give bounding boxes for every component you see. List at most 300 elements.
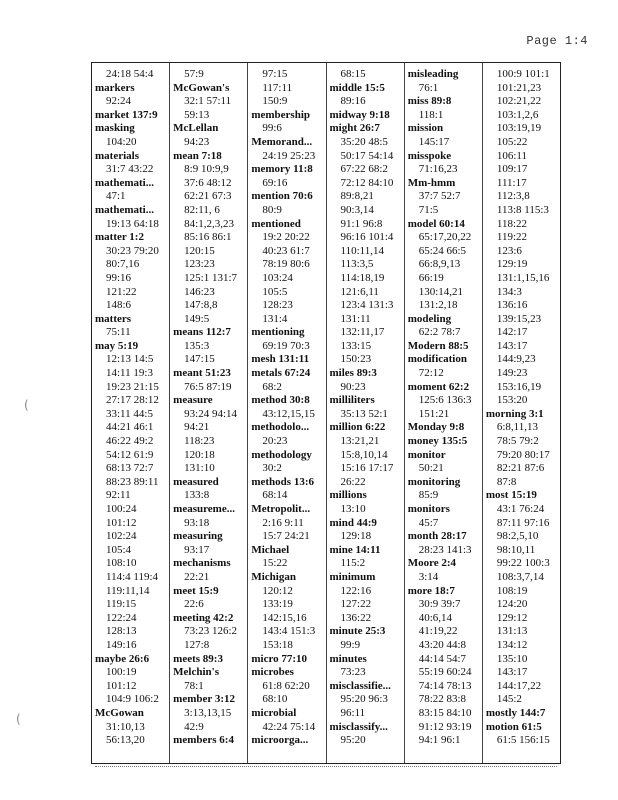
index-reference: 6:8,11,13 (496, 421, 539, 434)
index-reference: 151:21 (418, 407, 450, 420)
index-reference: 30:23 79:20 (106, 244, 159, 257)
index-reference: 110:11,14 (340, 244, 385, 257)
index-term: Memorand... (251, 135, 313, 148)
index-reference: 93:18 (184, 516, 210, 529)
index-reference: 119:15 (106, 598, 137, 611)
index-reference: 47:1 (106, 190, 126, 203)
index-reference: 149:5 (184, 312, 210, 325)
index-reference: 139:15,23 (496, 312, 542, 325)
index-reference: 144:9,23 (496, 353, 536, 366)
index-reference: 103:19,19 (496, 122, 542, 135)
index-term: midway 9:18 (329, 108, 390, 121)
index-reference: 153:16,19 (496, 380, 542, 393)
index-reference: 44:21 46:1 (106, 421, 154, 434)
index-reference: 85:16 86:1 (184, 231, 232, 244)
index-term: masking (95, 122, 135, 135)
index-reference: 13:21,21 (340, 435, 380, 448)
index-reference: 123:23 (184, 258, 215, 271)
index-reference: 145:17 (418, 135, 450, 148)
index-reference: 112:3,8 (496, 190, 530, 203)
index-reference: 101:12 (106, 516, 137, 529)
index-reference: 130:14,21 (418, 285, 463, 298)
index-term: maybe 26:6 (95, 652, 150, 665)
index-reference: 120:12 (262, 584, 293, 597)
index-reference: 82:11, 6 (184, 203, 220, 216)
index-reference: 22:21 (184, 570, 210, 583)
index-reference: 45:7 (418, 516, 439, 529)
index-term: morning 3:1 (485, 407, 544, 420)
index-term: methods 13:6 (251, 475, 314, 488)
index-reference: 131:11 (340, 312, 371, 325)
index-reference: 72:12 (418, 367, 444, 380)
index-reference: 134:3 (496, 285, 522, 298)
index-term: miss 89:8 (407, 95, 452, 108)
index-reference: 24:19 25:23 (262, 149, 316, 162)
index-reference: 12:13 14:5 (106, 353, 154, 366)
index-reference: 142:15,16 (262, 611, 307, 624)
index-reference: 133:8 (184, 489, 210, 502)
index-term: methodology (251, 448, 312, 461)
index-reference: 68:15 (340, 68, 366, 80)
index-term: meet 15:9 (173, 584, 219, 597)
index-reference: 76:1 (418, 81, 439, 94)
index-reference: 145:2 (496, 693, 522, 706)
index-reference: 105:4 (106, 543, 132, 556)
index-reference: 69:16 (262, 176, 288, 189)
index-reference: 135:10 (496, 652, 528, 665)
index-reference: 31:7 43:22 (106, 163, 154, 176)
index-reference: 113:3,5 (340, 258, 374, 271)
scan-mark-icon: ( (16, 712, 21, 726)
index-term: monitors (407, 503, 450, 515)
index-reference: 40:23 61:7 (262, 244, 310, 257)
index-reference: 78:19 80:6 (262, 258, 310, 271)
index-reference: 59:13 (184, 108, 210, 121)
index-reference: 72:12 84:10 (340, 176, 394, 189)
index-reference: 95:20 96:3 (340, 693, 388, 706)
index-reference: 13:10 (340, 503, 366, 515)
index-term: Melchin's (173, 666, 220, 679)
index-reference: 108:19 (496, 584, 528, 597)
index-reference: 79:20 80:17 (496, 448, 550, 461)
page-number: Page 1:4 (526, 34, 588, 48)
index-reference: 66:19 (418, 271, 444, 284)
index-reference: 68:13 72:7 (106, 462, 154, 475)
index-reference: 46:22 49:2 (106, 435, 154, 448)
index-reference: 74:14 78:13 (418, 679, 472, 692)
index-reference: 102:24 (106, 530, 137, 543)
index-column (483, 63, 560, 763)
index-reference: 97:15 (262, 68, 288, 80)
index-reference: 131:4 (262, 312, 288, 325)
index-reference: 80:9 (262, 203, 282, 216)
index-reference: 153:18 (262, 638, 293, 651)
index-reference: 27:17 28:12 (106, 394, 159, 407)
index-term: microbial (251, 706, 297, 719)
index-reference: 105:5 (262, 285, 288, 298)
index-term: misclassifie... (329, 679, 391, 692)
index-term: Michigan (251, 570, 296, 583)
index-term: mechanisms (173, 557, 231, 570)
index-reference: 69:19 70:3 (262, 339, 310, 352)
index-term: memory 11:8 (251, 163, 313, 176)
index-reference: 147:15 (184, 353, 215, 366)
index-reference: 68:10 (262, 693, 288, 706)
index-term: moment 62:2 (407, 380, 470, 393)
index-reference: 120:18 (184, 448, 215, 461)
index-term: mine 14:11 (329, 543, 381, 556)
index-reference: 101:21,23 (496, 81, 542, 94)
index-reference: 100:9 101:1 (496, 68, 550, 80)
index-reference: 100:19 (106, 666, 137, 679)
index-reference: 88:23 89:11 (106, 475, 159, 488)
index-reference: 42:9 (184, 720, 204, 733)
index-reference: 67:22 68:2 (340, 163, 388, 176)
index-reference: 104:9 106:2 (106, 693, 159, 706)
index-reference: 43:12,15,15 (262, 407, 315, 420)
index-term: modification (407, 353, 467, 366)
index-reference: 129:12 (496, 611, 528, 624)
index-reference: 99:9 (340, 638, 361, 651)
index-term: mission (407, 122, 444, 135)
index-reference: 62:2 78:7 (418, 326, 461, 339)
index-term: meeting 42:2 (173, 611, 234, 624)
index-reference: 124:20 (496, 598, 528, 611)
index-reference: 50:21 (418, 462, 444, 475)
index-reference: 98:10,11 (496, 543, 536, 556)
index-reference: 95:20 (340, 734, 366, 747)
index-reference: 57:9 (184, 68, 204, 80)
index-reference: 144:17,22 (496, 679, 542, 692)
index-reference: 101:12 (106, 679, 137, 692)
index-reference: 85:9 (418, 489, 439, 502)
index-term: mostly 144:7 (485, 706, 546, 719)
index-term: milliliters (329, 394, 375, 407)
index-reference: 114:18,19 (340, 271, 385, 284)
index-column (92, 63, 170, 763)
index-reference: 35:20 48:5 (340, 135, 388, 148)
index-reference: 2:16 9:11 (262, 516, 304, 529)
index-term: member 3:12 (173, 693, 235, 706)
index-reference: 96:11 (340, 706, 366, 719)
index-term: Metropolit... (251, 503, 311, 515)
index-reference: 56:13,20 (106, 734, 145, 747)
index-reference: 90:23 (340, 380, 366, 393)
index-reference: 99:22 100:3 (496, 557, 550, 570)
index-reference: 65:17,20,22 (418, 231, 472, 244)
index-reference: 146:23 (184, 285, 215, 298)
index-reference: 61:5 156:15 (496, 734, 550, 747)
index-reference: 83:15 84:10 (418, 706, 472, 719)
index-reference: 133:19 (262, 598, 293, 611)
index-reference: 66:8,9,13 (418, 258, 461, 271)
index-reference: 131:10 (184, 462, 215, 475)
index-reference: 142:17 (496, 326, 528, 339)
index-reference: 117:11 (262, 81, 293, 94)
index-reference: 14:11 19:3 (106, 367, 153, 380)
index-term: measured (173, 475, 219, 488)
index-term: most 15:19 (485, 489, 537, 502)
index-reference: 15:8,10,14 (340, 448, 388, 461)
index-term: minutes (329, 652, 367, 665)
index-reference: 143:17 (496, 666, 528, 679)
index-reference: 153:20 (496, 394, 528, 407)
index-term: model 60:14 (407, 217, 465, 230)
index-reference: 35:13 52:1 (340, 407, 388, 420)
index-reference: 103:1,2,6 (496, 108, 539, 121)
index-reference: 135:3 (184, 339, 210, 352)
index-reference: 50:17 54:14 (340, 149, 394, 162)
index-reference: 15:16 17:17 (340, 462, 394, 475)
index-reference: 68:2 (262, 380, 282, 393)
index-reference: 129:19 (496, 258, 528, 271)
index-reference: 148:6 (106, 299, 132, 312)
index-reference: 78:1 (184, 679, 204, 692)
index-reference: 32:1 57:11 (184, 95, 232, 108)
index-reference: 40:6,14 (418, 611, 452, 624)
index-term: measureme... (173, 503, 235, 515)
index-reference: 98:2,5,10 (496, 530, 539, 543)
index-reference: 94:1 96:1 (418, 734, 461, 747)
index-reference: 115:2 (340, 557, 366, 570)
index-term: mean 7:18 (173, 149, 222, 162)
index-reference: 43:20 44:8 (418, 638, 467, 651)
index-reference: 100:24 (106, 503, 137, 515)
index-column (170, 63, 248, 763)
index-reference: 92:24 (106, 95, 132, 108)
index-reference: 136:22 (340, 611, 372, 624)
index-term: motion 61:5 (485, 720, 542, 733)
index-term: Modern 88:5 (407, 339, 469, 352)
index-term: matter 1:2 (95, 231, 144, 244)
index-reference: 122:16 (340, 584, 372, 597)
index-reference: 24:18 54:4 (106, 68, 154, 80)
scan-mark-icon: ( (24, 398, 29, 412)
index-reference: 121:6,11 (340, 285, 379, 298)
index-reference: 104:20 (106, 135, 137, 148)
index-column (248, 63, 326, 763)
index-reference: 61:8 62:20 (262, 679, 310, 692)
index-column (327, 63, 405, 763)
index-term: Monday 9:8 (407, 421, 465, 434)
index-term: minute 25:3 (329, 625, 386, 638)
index-reference: 80:7,16 (106, 258, 140, 271)
index-term: members 6:4 (173, 734, 234, 747)
index-reference: 134:12 (496, 638, 528, 651)
index-term: membership (251, 108, 311, 121)
index-term: mention 70:6 (251, 190, 313, 203)
index-reference: 15:7 24:21 (262, 530, 310, 543)
index-term: mind 44:9 (329, 516, 377, 529)
index-term: might 26:7 (329, 122, 380, 135)
index-reference: 87:11 97:16 (496, 516, 550, 529)
index-reference: 73:23 (340, 666, 366, 679)
index-reference: 54:12 61:9 (106, 448, 154, 461)
index-reference: 105:22 (496, 135, 528, 148)
index-reference: 127:8 (184, 638, 210, 651)
index-reference: 128:13 (106, 625, 137, 638)
index-reference: 149:23 (496, 367, 528, 380)
index-reference: 41:19,22 (418, 625, 458, 638)
index-reference: 55:19 60:24 (418, 666, 472, 679)
index-reference: 118:1 (418, 108, 444, 121)
index-reference: 19:13 64:18 (106, 217, 159, 230)
index-reference: 111:17 (496, 176, 527, 189)
index-term: mentioning (251, 326, 305, 339)
index-reference: 78:5 79:2 (496, 435, 539, 448)
index-term: monitoring (407, 475, 461, 488)
index-reference: 118:22 (496, 217, 528, 230)
index-reference: 133:15 (340, 339, 372, 352)
index-reference: 108:10 (106, 557, 137, 570)
index-reference: 108:3,7,14 (496, 570, 544, 583)
index-reference: 149:16 (106, 638, 137, 651)
index-reference: 76:5 87:19 (184, 380, 232, 393)
index-reference: 84:1,2,3,23 (184, 217, 234, 230)
index-reference: 37:6 48:12 (184, 176, 232, 189)
index-reference: 37:7 52:7 (418, 190, 461, 203)
index-term: miles 89:3 (329, 367, 377, 380)
index-term: markers (95, 81, 135, 94)
index-term: McGowan's (173, 81, 230, 94)
index-term: month 28:17 (407, 530, 467, 543)
index-reference: 3:14 (418, 570, 439, 583)
index-term: monitor (407, 448, 446, 461)
index-reference: 20:23 (262, 435, 288, 448)
index-reference: 44:14 54:7 (418, 652, 467, 665)
index-reference: 71:5 (418, 203, 439, 216)
index-reference: 127:22 (340, 598, 372, 611)
index-reference: 78:22 83:8 (418, 693, 467, 706)
index-term: mentioned (251, 217, 301, 230)
index-reference: 129:18 (340, 530, 372, 543)
index-reference: 114:4 119:4 (106, 570, 159, 583)
index-reference: 33:11 44:5 (106, 407, 153, 420)
index-term: microbes (251, 666, 294, 679)
index-reference: 132:11,17 (340, 326, 385, 339)
index-reference: 89:16 (340, 95, 366, 108)
index-reference: 123:6 (496, 244, 522, 257)
index-reference: 102:21,22 (496, 95, 542, 108)
index-reference: 109:17 (496, 163, 528, 176)
index-reference: 122:24 (106, 611, 137, 624)
index-reference: 8:9 10:9,9 (184, 163, 229, 176)
index-reference: 43:1 76:24 (496, 503, 545, 515)
index-reference: 121:22 (106, 285, 137, 298)
index-term: Mm-hmm (407, 176, 456, 189)
index-reference: 143:4 151:3 (262, 625, 316, 638)
index-reference: 42:24 75:14 (262, 720, 316, 733)
index-term: meets 89:3 (173, 652, 223, 665)
index-term: misclassify... (329, 720, 388, 733)
index-reference: 90:3,14 (340, 203, 374, 216)
index-reference: 65:24 66:5 (418, 244, 467, 257)
index-reference: 128:23 (262, 299, 293, 312)
index-reference: 125:6 136:3 (418, 394, 472, 407)
index-term: McGowan (95, 706, 144, 719)
index-column (405, 63, 483, 763)
index-reference: 93:17 (184, 543, 210, 556)
index-reference: 136:16 (496, 299, 528, 312)
index-reference: 96:16 101:4 (340, 231, 394, 244)
index-reference: 93:24 94:14 (184, 407, 238, 420)
index-reference: 131:1,15,16 (496, 271, 550, 284)
index-reference: 19:23 21:15 (106, 380, 159, 393)
index-term: mesh 131:11 (251, 353, 310, 366)
index-reference: 26:22 (340, 475, 366, 488)
index-reference: 99:6 (262, 122, 282, 135)
index-term: million 6:22 (329, 421, 386, 434)
index-reference: 73:23 126:2 (184, 625, 238, 638)
index-reference: 123:4 131:3 (340, 299, 394, 312)
index-reference: 82:21 87:6 (496, 462, 545, 475)
index-reference: 75:11 (106, 326, 131, 339)
index-reference: 106:11 (496, 149, 528, 162)
index-reference: 28:23 141:3 (418, 543, 472, 556)
index-reference: 91:12 93:19 (418, 720, 472, 733)
index-reference: 118:23 (184, 435, 215, 448)
index-term: mathemati... (95, 176, 154, 189)
index-reference: 30:2 (262, 462, 282, 475)
index-reference: 19:2 20:22 (262, 231, 310, 244)
index-term: millions (329, 489, 367, 502)
index-term: measure (173, 394, 213, 407)
index-term: misspoke (407, 149, 452, 162)
index-term: measuring (173, 530, 223, 543)
word-index-table (91, 62, 561, 764)
index-reference: 131:2,18 (418, 299, 458, 312)
index-reference: 113:8 115:3 (496, 203, 549, 216)
index-reference: 150:23 (340, 353, 372, 366)
index-term: microorga... (251, 734, 309, 747)
index-reference: 119:22 (496, 231, 528, 244)
index-reference: 3:13,13,15 (184, 706, 232, 719)
index-term: methodolo... (251, 421, 310, 434)
index-term: modeling (407, 312, 452, 325)
index-reference: 120:15 (184, 244, 215, 257)
index-reference: 94:21 (184, 421, 210, 434)
index-reference: 22:6 (184, 598, 204, 611)
index-reference: 91:1 96:8 (340, 217, 383, 230)
index-reference: 31:10,13 (106, 720, 145, 733)
index-reference: 30:9 39:7 (418, 598, 461, 611)
index-term: middle 15:5 (329, 81, 385, 94)
index-term: means 112:7 (173, 326, 231, 339)
index-term: metals 67:24 (251, 367, 311, 380)
index-term: may 5:19 (95, 339, 139, 352)
index-reference: 94:23 (184, 135, 210, 148)
index-term: misleading (407, 68, 459, 80)
index-term: matters (95, 312, 132, 325)
index-term: market 137:9 (95, 108, 158, 121)
index-reference: 89:8,21 (340, 190, 374, 203)
index-term: Moore 2:4 (407, 557, 457, 570)
index-term: money 135:5 (407, 435, 468, 448)
index-term: method 30:8 (251, 394, 310, 407)
index-term: materials (95, 149, 139, 162)
index-reference: 71:16,23 (418, 163, 458, 176)
index-term: meant 51:23 (173, 367, 231, 380)
index-reference: 143:17 (496, 339, 528, 352)
bottom-rule (95, 766, 557, 767)
index-term: minimum (329, 570, 376, 583)
index-term: Michael (251, 543, 290, 556)
index-reference: 15:22 (262, 557, 288, 570)
index-reference: 147:8,8 (184, 299, 218, 312)
index-reference: 68:14 (262, 489, 288, 502)
index-term: McLellan (173, 122, 219, 135)
index-reference: 119:11,14 (106, 584, 150, 597)
